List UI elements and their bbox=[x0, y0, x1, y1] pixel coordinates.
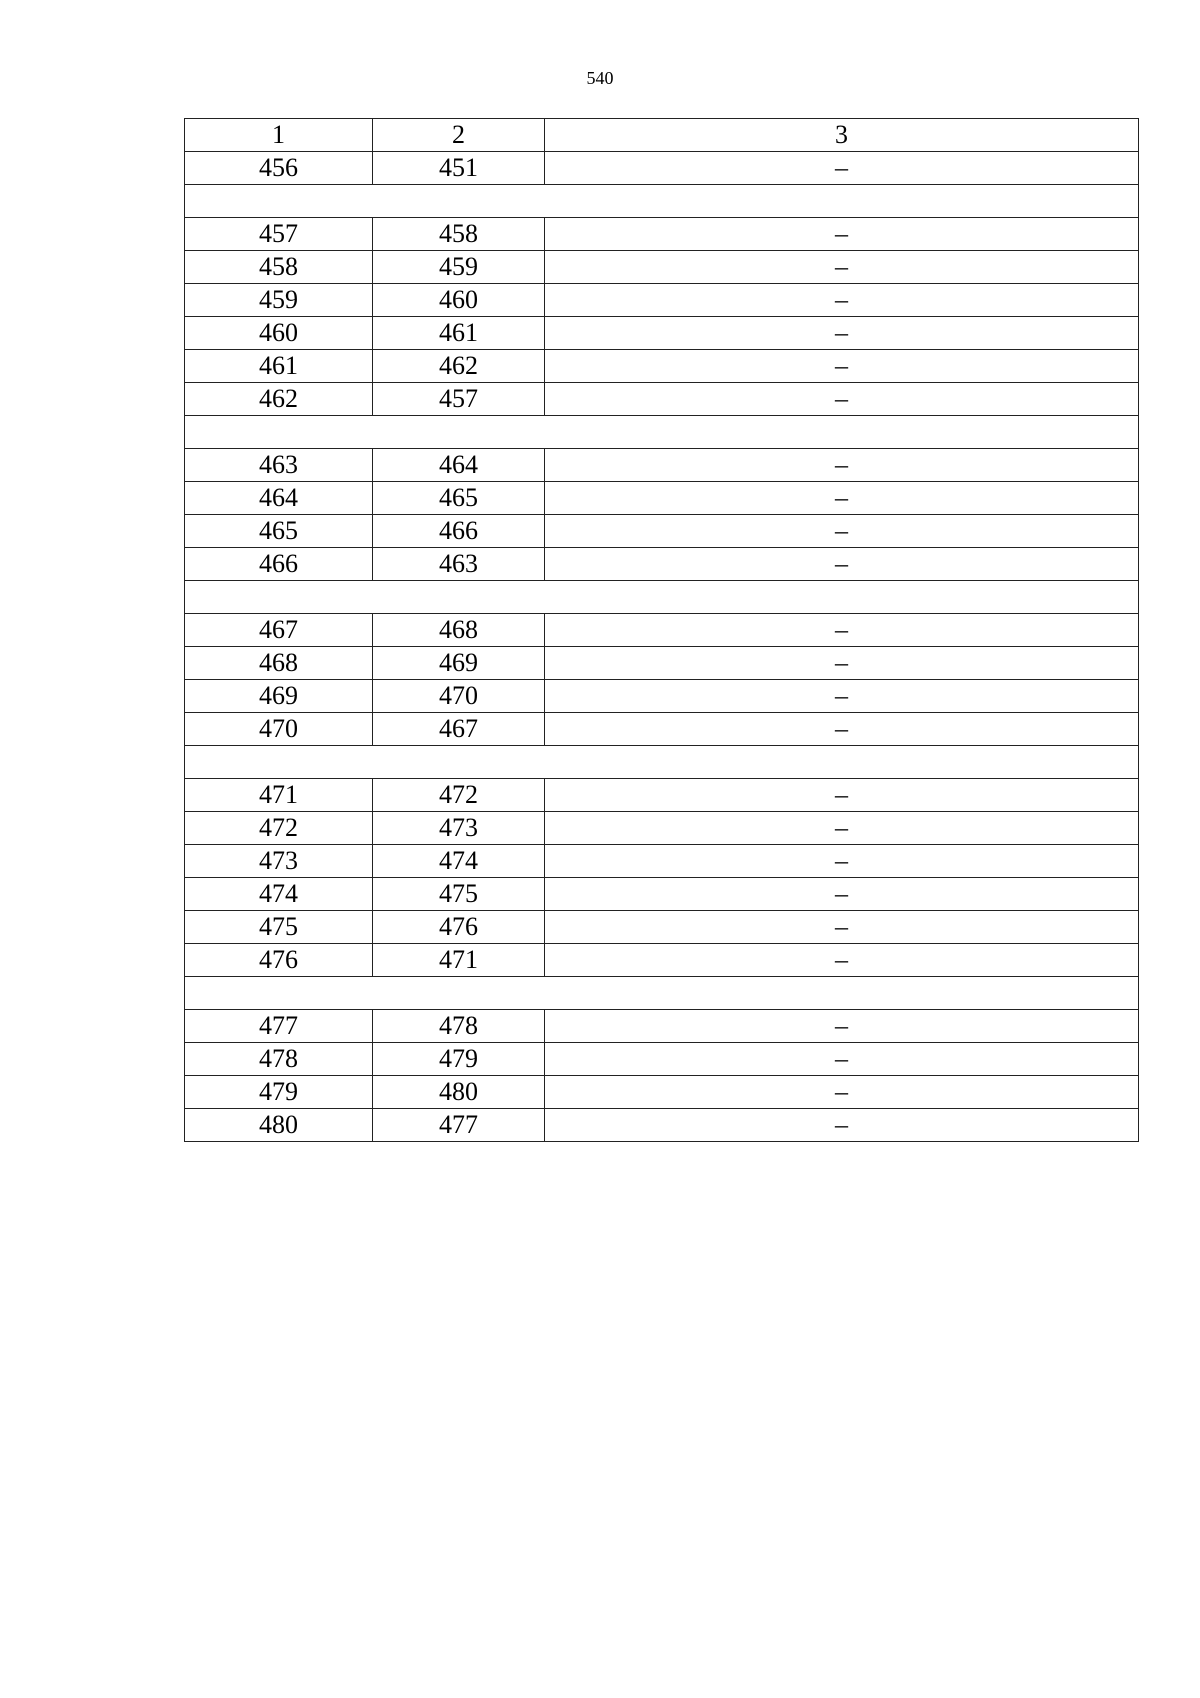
table-cell-col-2: 464 bbox=[373, 449, 545, 482]
table-cell-col-1: 475 bbox=[185, 911, 373, 944]
column-header-2: 2 bbox=[373, 119, 545, 152]
table-cell-col-1: 464 bbox=[185, 482, 373, 515]
table-cell-col-2: 459 bbox=[373, 251, 545, 284]
table-row bbox=[185, 713, 1139, 746]
table-cell-col-3: – bbox=[545, 515, 1139, 548]
table-cell-col-3: – bbox=[545, 779, 1139, 812]
table-cell-col-2: 468 bbox=[373, 614, 545, 647]
table-cell-col-3: – bbox=[545, 647, 1139, 680]
table-cell-col-3: – bbox=[545, 284, 1139, 317]
table-row bbox=[185, 548, 1139, 581]
table-cell-col-3: – bbox=[545, 482, 1139, 515]
table-cell-col-1: 465 bbox=[185, 515, 373, 548]
group-separator-cell bbox=[185, 746, 1139, 779]
table-row bbox=[185, 482, 1139, 515]
table-cell-col-2: 480 bbox=[373, 1076, 545, 1109]
table-row bbox=[185, 383, 1139, 416]
group-separator-row bbox=[185, 977, 1139, 1010]
table-cell-col-1: 459 bbox=[185, 284, 373, 317]
table-cell-col-1: 468 bbox=[185, 647, 373, 680]
table-cell-col-3: – bbox=[545, 350, 1139, 383]
group-separator-row bbox=[185, 581, 1139, 614]
table-cell-col-1: 461 bbox=[185, 350, 373, 383]
table-row bbox=[185, 449, 1139, 482]
table-cell-col-3: – bbox=[545, 1109, 1139, 1142]
table-header-row bbox=[185, 119, 1139, 152]
table-cell-col-3: – bbox=[545, 944, 1139, 977]
table-cell-col-1: 470 bbox=[185, 713, 373, 746]
table-cell-col-1: 478 bbox=[185, 1043, 373, 1076]
table-cell-col-3: – bbox=[545, 251, 1139, 284]
table-cell-col-2: 470 bbox=[373, 680, 545, 713]
table-row bbox=[185, 317, 1139, 350]
table-row bbox=[185, 152, 1139, 185]
table-row bbox=[185, 1043, 1139, 1076]
table-cell-col-3: – bbox=[545, 911, 1139, 944]
group-separator-row bbox=[185, 185, 1139, 218]
table-cell-col-3: – bbox=[545, 1010, 1139, 1043]
table-row bbox=[185, 1010, 1139, 1043]
table-cell-col-1: 472 bbox=[185, 812, 373, 845]
table-row bbox=[185, 911, 1139, 944]
table-cell-col-2: 460 bbox=[373, 284, 545, 317]
table-cell-col-1: 463 bbox=[185, 449, 373, 482]
table-cell-col-1: 471 bbox=[185, 779, 373, 812]
table-cell-col-1: 457 bbox=[185, 218, 373, 251]
table-row bbox=[185, 1076, 1139, 1109]
table-cell-col-1: 476 bbox=[185, 944, 373, 977]
table-cell-col-1: 479 bbox=[185, 1076, 373, 1109]
table-cell-col-3: – bbox=[545, 680, 1139, 713]
table-row bbox=[185, 812, 1139, 845]
group-separator-cell bbox=[185, 581, 1139, 614]
table-cell-col-1: 480 bbox=[185, 1109, 373, 1142]
table-cell-col-2: 477 bbox=[373, 1109, 545, 1142]
page-number: 540 bbox=[586, 68, 614, 88]
table-cell-col-3: – bbox=[545, 845, 1139, 878]
table-cell-col-2: 466 bbox=[373, 515, 545, 548]
table-row bbox=[185, 680, 1139, 713]
table-row bbox=[185, 878, 1139, 911]
table-cell-col-2: 469 bbox=[373, 647, 545, 680]
table-cell-col-2: 461 bbox=[373, 317, 545, 350]
table-cell-col-2: 472 bbox=[373, 779, 545, 812]
table-cell-col-3: – bbox=[545, 1076, 1139, 1109]
table-row bbox=[185, 845, 1139, 878]
table-cell-col-1: 469 bbox=[185, 680, 373, 713]
group-separator-cell bbox=[185, 416, 1139, 449]
table-cell-col-3: – bbox=[545, 449, 1139, 482]
group-separator-cell bbox=[185, 977, 1139, 1010]
table-cell-col-2: 451 bbox=[373, 152, 545, 185]
table-row bbox=[185, 944, 1139, 977]
table-cell-col-2: 476 bbox=[373, 911, 545, 944]
table-cell-col-2: 474 bbox=[373, 845, 545, 878]
table-cell-col-1: 466 bbox=[185, 548, 373, 581]
table-cell-col-2: 471 bbox=[373, 944, 545, 977]
table-cell-col-3: – bbox=[545, 317, 1139, 350]
table-cell-col-3: – bbox=[545, 383, 1139, 416]
table-body bbox=[185, 119, 1139, 1142]
table-row bbox=[185, 647, 1139, 680]
table-cell-col-2: 458 bbox=[373, 218, 545, 251]
table-cell-col-3: – bbox=[545, 713, 1139, 746]
table-cell-col-2: 463 bbox=[373, 548, 545, 581]
table-row bbox=[185, 350, 1139, 383]
table-cell-col-3: – bbox=[545, 614, 1139, 647]
table-cell-col-3: – bbox=[545, 878, 1139, 911]
table-cell-col-1: 467 bbox=[185, 614, 373, 647]
table-cell-col-1: 458 bbox=[185, 251, 373, 284]
table-cell-col-1: 460 bbox=[185, 317, 373, 350]
table-cell-col-3: – bbox=[545, 218, 1139, 251]
column-header-3: 3 bbox=[545, 119, 1139, 152]
table-row bbox=[185, 218, 1139, 251]
table-row bbox=[185, 614, 1139, 647]
table-cell-col-1: 473 bbox=[185, 845, 373, 878]
table-cell-col-2: 479 bbox=[373, 1043, 545, 1076]
data-table bbox=[184, 118, 1139, 1142]
group-separator-row bbox=[185, 416, 1139, 449]
group-separator-cell bbox=[185, 185, 1139, 218]
table-cell-col-2: 475 bbox=[373, 878, 545, 911]
table-cell-col-2: 457 bbox=[373, 383, 545, 416]
table-cell-col-2: 465 bbox=[373, 482, 545, 515]
table-cell-col-2: 473 bbox=[373, 812, 545, 845]
group-separator-row bbox=[185, 746, 1139, 779]
table-cell-col-1: 474 bbox=[185, 878, 373, 911]
table-row bbox=[185, 1109, 1139, 1142]
table-row bbox=[185, 515, 1139, 548]
table-cell-col-3: – bbox=[545, 812, 1139, 845]
column-header-1: 1 bbox=[185, 119, 373, 152]
table-row bbox=[185, 284, 1139, 317]
table-cell-col-1: 477 bbox=[185, 1010, 373, 1043]
table-cell-col-3: – bbox=[545, 548, 1139, 581]
table-cell-col-2: 462 bbox=[373, 350, 545, 383]
table-row bbox=[185, 251, 1139, 284]
table-cell-col-3: – bbox=[545, 1043, 1139, 1076]
table-cell-col-3: – bbox=[545, 152, 1139, 185]
table-cell-col-1: 462 bbox=[185, 383, 373, 416]
table-cell-col-2: 478 bbox=[373, 1010, 545, 1043]
table-cell-col-1: 456 bbox=[185, 152, 373, 185]
table-cell-col-2: 467 bbox=[373, 713, 545, 746]
table-row bbox=[185, 779, 1139, 812]
